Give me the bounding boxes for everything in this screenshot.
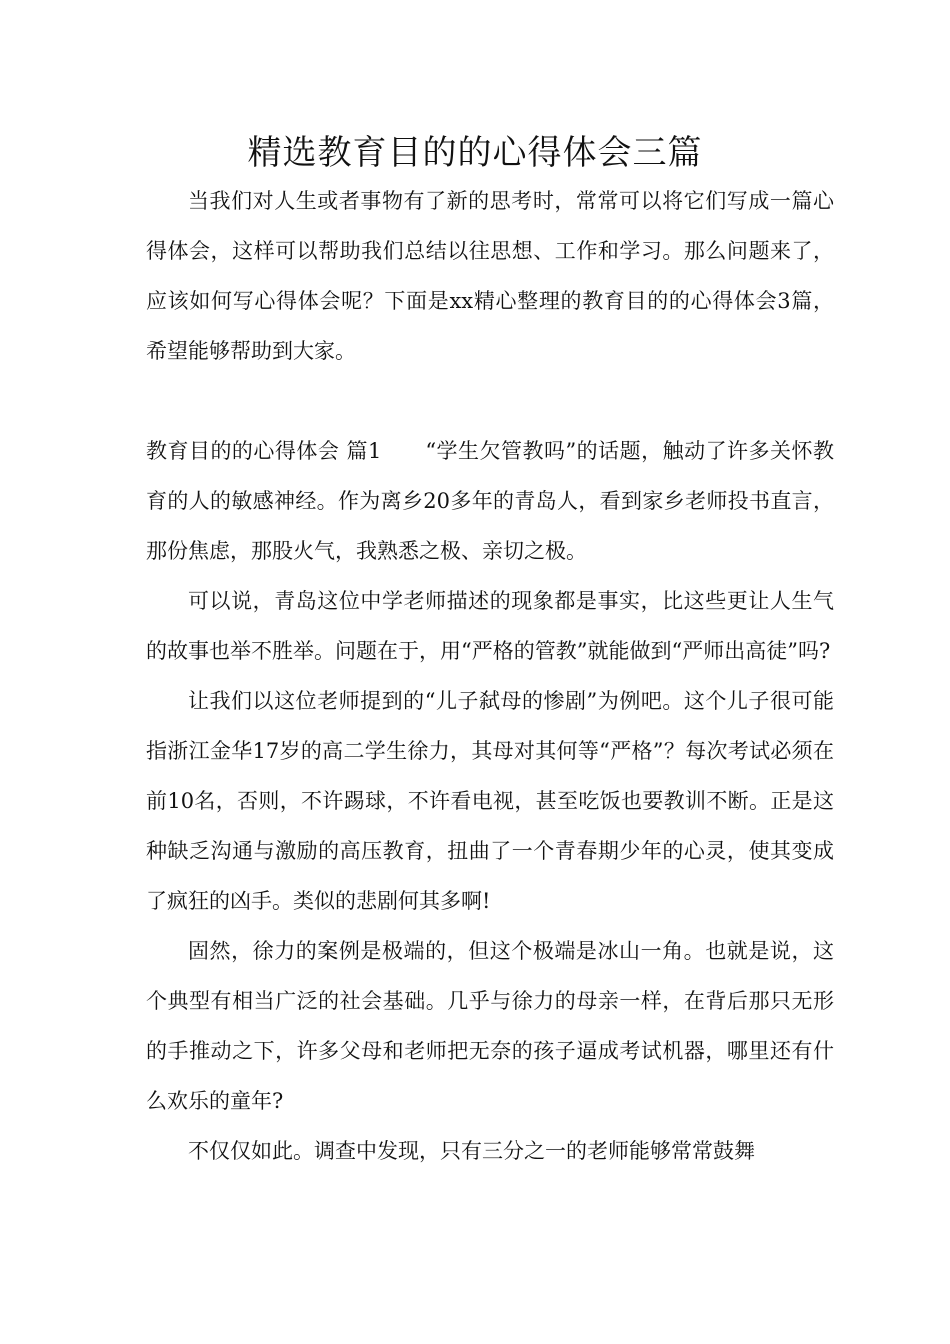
blank-line bbox=[146, 376, 834, 426]
body-paragraph-1: 可以说，青岛这位中学老师描述的现象都是事实，比这些更让人生气的故事也举不胜举。问题在于，用“严格的管教”就能做到“严师出高徒”吗? bbox=[146, 589, 834, 663]
document-body bbox=[146, 176, 834, 1176]
body-paragraph-4: 不仅仅如此。调查中发现，只有三分之一的老师能够常常鼓舞 bbox=[188, 1139, 755, 1163]
section-1-first-paragraph: “学生欠管教吗”的话题，触动了许多关怀教育的人的敏感神经。作为离乡20多年的青岛人，看到家乡老师投书直言，那份焦虑，那股火气，我熟悉之极、亲切之极。 bbox=[146, 439, 834, 563]
section-heading: 教育目的的心得体会 篇1 bbox=[146, 439, 382, 463]
body-paragraph-2: 让我们以这位老师提到的“儿子弑母的惨剧”为例吧。这个儿子很可能指浙江金华17岁的高二学生徐力，其母对其何等“严格”？每次考试必须在前10名，否则，不许踢球，不许看电视，甚至吃饭也要教训不断。正是这种缺乏沟通与激励的高压教育，扭曲了一个青春期少年的心灵，使其变成了疯狂的凶手。类似的悲剧何其多啊! bbox=[146, 689, 834, 913]
body-paragraph-3: 固然，徐力的案例是极端的，但这个极端是冰山一角。也就是说，这个典型有相当广泛的社会基础。几乎与徐力的母亲一样，在背后那只无形的手推动之下，许多父母和老师把无奈的孩子逼成考试机器，哪里还有什么欢乐的童年? bbox=[146, 939, 834, 1113]
page-title: 精选教育目的的心得体会三篇 bbox=[247, 133, 703, 173]
section-1-opening bbox=[146, 426, 834, 576]
intro-paragraph: 当我们对人生或者事物有了新的思考时，常常可以将它们写成一篇心得体会，这样可以帮助我们总结以往思想、工作和学习。那么问题来了，应该如何写心得体会呢？下面是xx精心整理的教育目的的心得体会3篇，希望能够帮助到大家。 bbox=[146, 189, 834, 363]
